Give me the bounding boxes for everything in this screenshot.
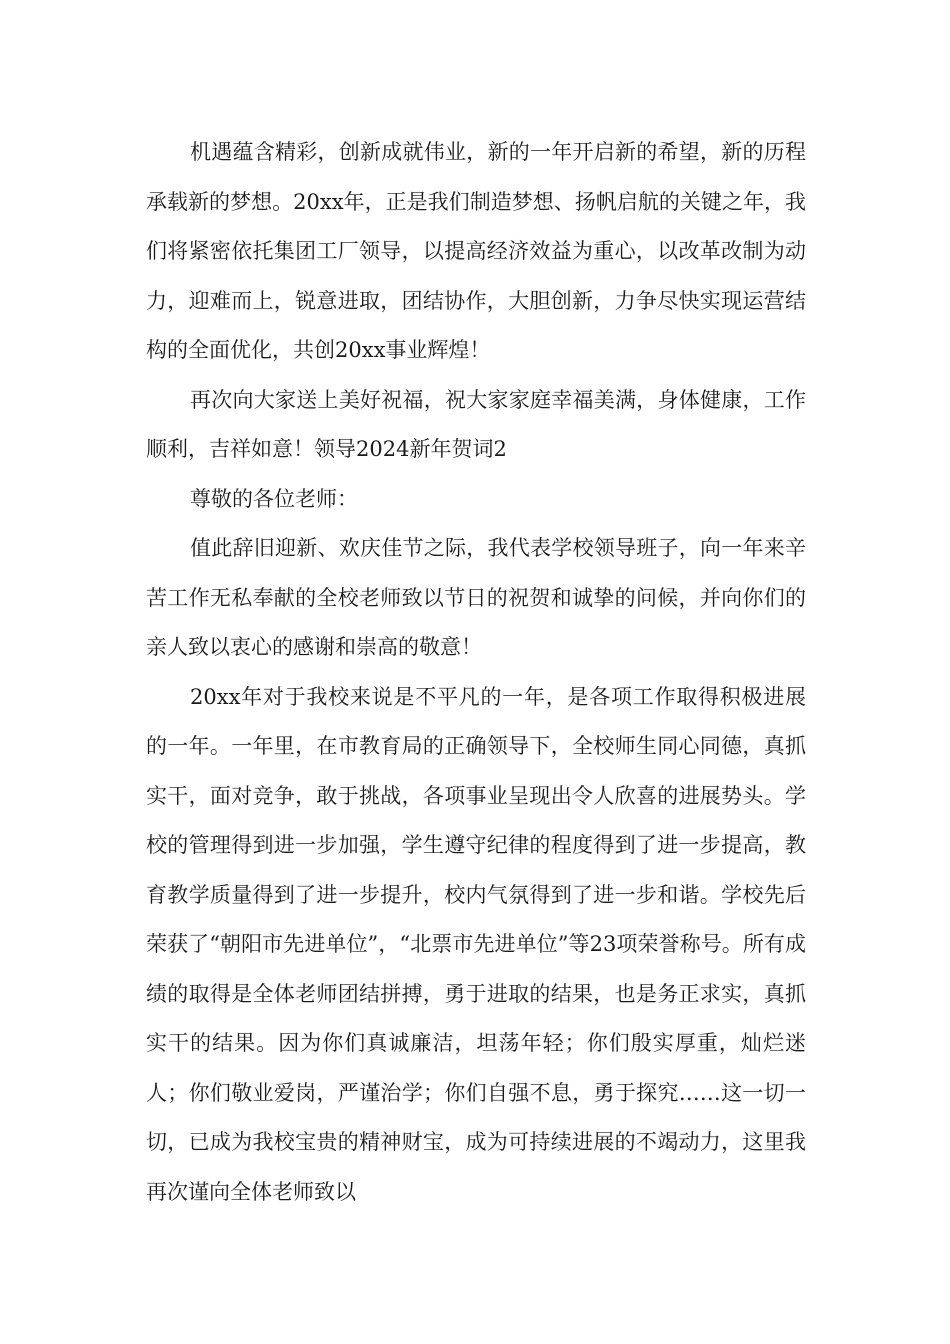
paragraph-blessings: 再次向大家送上美好祝福，祝大家家庭幸福美满，身体健康，工作顺利，吉祥如意！领导2024新年贺词2 (146, 387, 806, 461)
paragraph-achievements: 20xx年对于我校来说是不平凡的一年，是各项工作取得积极进展的一年。一年里，在市教育局的正确领导下，全校师生同心同德，真抓实干，面对竞争，敢于挑战，各项事业呈现出令人欣喜的进展势头。学校的管理得到进一步加强，学生遵守纪律的程度得到了进一步提高，教育教学质量得到了进一步提升，校内气氛得到了进一步和谐。学校先后荣获了“朝阳市先进单位”，“北票市先进单位”等23项荣誉称号。所有成绩的取得是全体老师团结拼搏，勇于进取的结果，也是务正求实，真抓实干的结果。因为你们真诚廉洁，坦荡年轻；你们殷实厚重，灿烂迷人；你们敬业爱岗，严谨治学；你们自强不息，勇于探究……这一切一切，已成为我校宝贵的精神财宝，成为可持续进展的不竭动力，这里我再次谨向全体老师致以 (146, 684, 806, 1204)
document-body (146, 128, 806, 1217)
paragraph-new-year-vision: 机遇蕴含精彩，创新成就伟业，新的一年开启新的希望，新的历程承载新的梦想。20xx年，正是我们制造梦想、扬帆启航的关键之年，我们将紧密依托集团工厂领导，以提高经济效益为重心，以改革改制为动力，迎难而上，锐意进取，团结协作，大胆创新，力争尽快实现运营结构的全面优化，共创20xx事业辉煌！ (146, 140, 806, 362)
paragraph-greetings: 值此辞旧迎新、欢庆佳节之际，我代表学校领导班子，向一年来辛苦工作无私奉献的全校老师致以节日的祝贺和诚挚的问候，并向你们的亲人致以衷心的感谢和崇高的敬意！ (146, 536, 806, 659)
paragraph-salutation: 尊敬的各位老师： (190, 486, 358, 511)
